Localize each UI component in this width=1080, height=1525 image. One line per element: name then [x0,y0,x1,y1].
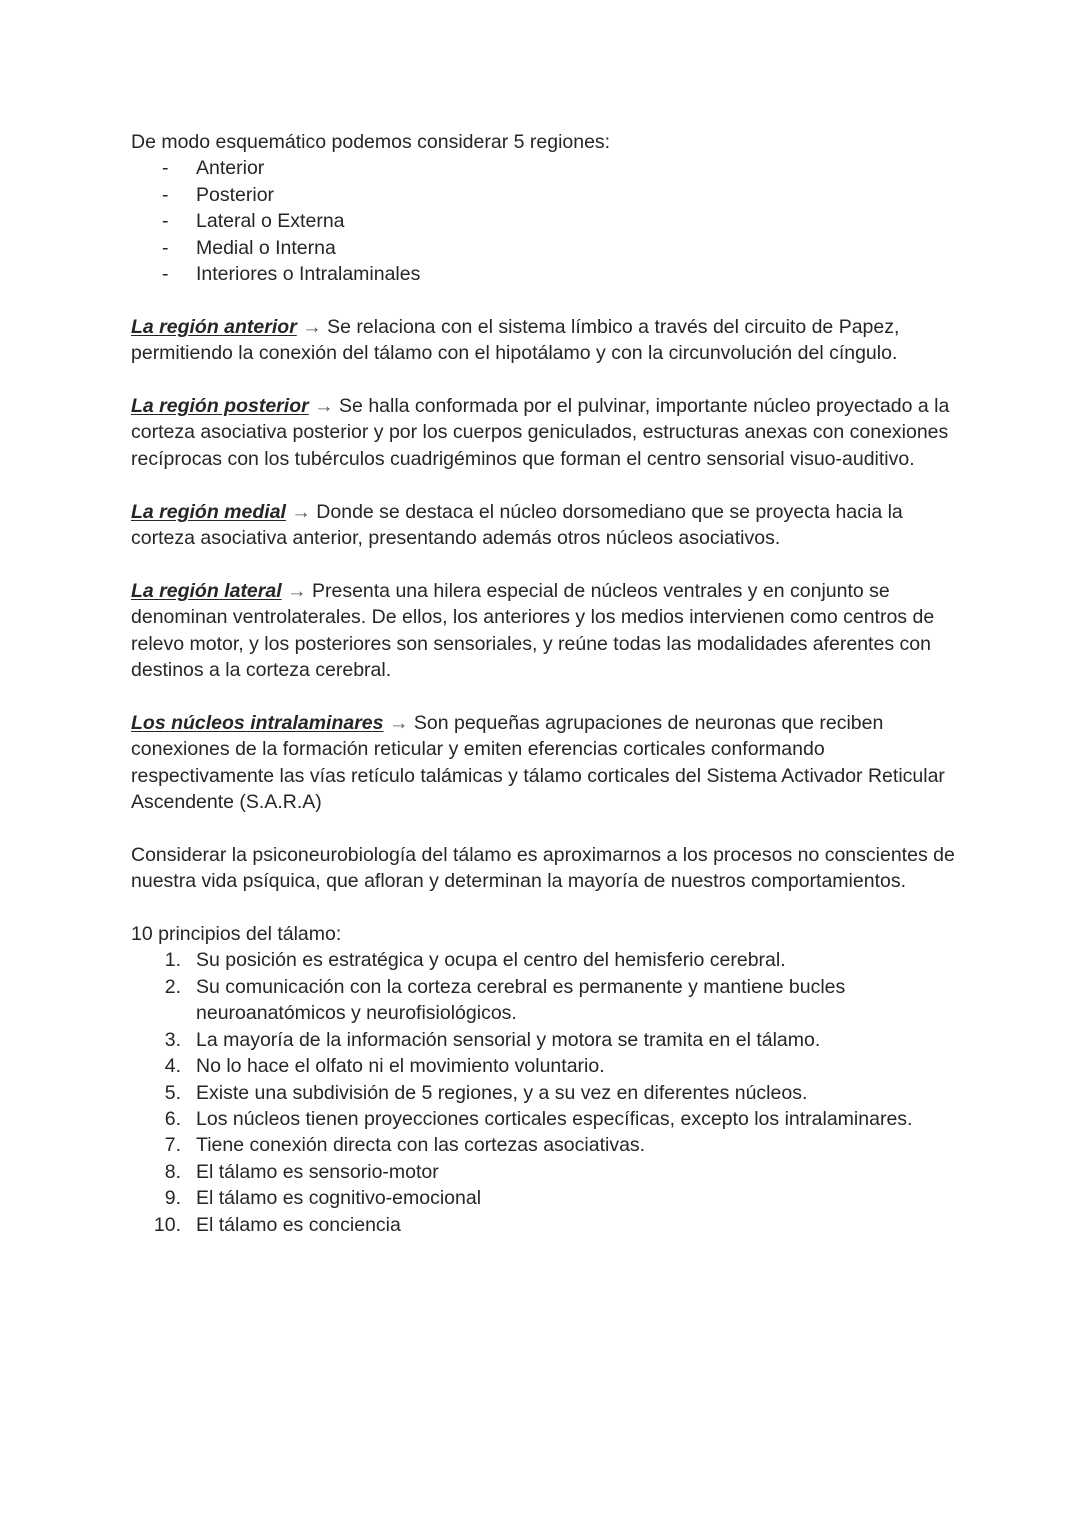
list-item-text: Posterior [196,183,275,206]
list-dash: - [162,157,169,180]
section-term: La región anterior [131,315,297,338]
section-anterior [131,314,961,367]
section-posterior [131,393,961,472]
list-item [131,947,961,973]
list-item-text: El tálamo es conciencia [196,1213,401,1236]
list-item [131,1027,961,1053]
intro-text: De modo esquemático podemos considerar 5 regiones: [131,131,611,153]
list-item-text: No lo hace el olfato ni el movimiento voluntario. [196,1055,605,1078]
section-lateral [131,578,961,684]
list-item [131,208,961,234]
list-dash: - [162,263,169,286]
list-number: 4. [164,1055,181,1078]
list-number: 6. [164,1107,181,1130]
list-item [131,1159,961,1185]
list-item-text: Existe una subdivisión de 5 regiones, y a su vez en diferentes núcleos. [196,1081,808,1104]
section-term: Los núcleos intralaminares [131,711,384,734]
arrow-icon: → [287,579,307,602]
principles-list [131,947,961,1237]
conclusion-text: Considerar la psiconeurobiología del tálamo es aproximarnos a los procesos no conscientes de nuestra vida psíquica, que afloran y determinan la mayoría de nuestros comportamientos. [131,843,955,893]
list-item [131,1212,961,1238]
list-item-text: El tálamo es sensorio-motor [196,1160,439,1183]
section-term: La región lateral [131,579,282,602]
principles-title: 10 principios del tálamo: [131,923,342,946]
list-item-text: Tiene conexión directa con las cortezas asociativas. [196,1134,646,1157]
list-item [131,235,961,261]
arrow-icon: → [314,395,334,418]
arrow-icon: → [388,711,409,734]
section-text: Son pequeñas agrupaciones de neuronas que reciben conexiones de la formación reticular y emiten eferencias corticales conformando respectivamente las vías retículo talámicas y tálamo corticales del Sistema Activador Reticular Ascendente (S.A.R.A) [131,711,945,814]
list-number: 8. [164,1160,181,1183]
section-text: Donde se destaca el núcleo dorsomediano que se proyecta hacia la corteza asociativa anterior, presentando además otros núcleos asociativos. [131,500,903,550]
list-item [131,974,961,1027]
section-term: La región medial [131,500,286,523]
list-item-text: Interiores o Intralaminales [196,263,421,286]
list-item-text: Anterior [196,157,265,180]
arrow-icon: → [291,500,311,523]
list-dash: - [162,236,169,259]
list-number: 2. [164,975,181,998]
list-item-text: Lateral o Externa [196,210,345,233]
section-text: Se relaciona con el sistema límbico a través del circuito de Papez, permitiendo la conexión del tálamo con el hipotálamo y con la circunvolución del cíngulo. [131,315,900,365]
list-number: 5. [164,1081,181,1104]
list-dash: - [162,183,169,206]
section-medial [131,499,961,552]
list-item-text: El tálamo es cognitivo-emocional [196,1187,482,1210]
section-text: Presenta una hilera especial de núcleos ventrales y en conjunto se denominan ventrolaterales. De ellos, los anteriores y los medios intervienen como centros de relevo motor, y los posteriores son sensoriales, y reúne todas las modalidades aferentes con destinos a la corteza cerebral. [131,579,935,682]
list-item [131,1185,961,1211]
section-term: La región posterior [131,395,309,418]
list-item [131,1053,961,1079]
section-text: Se halla conformada por el pulvinar, importante núcleo proyectado a la corteza asociativa posterior y por los cuerpos geniculados, estructuras anexas con conexiones recíprocas con los tubérculos cuadrigéminos que forman el centro sensorial visuo-auditivo. [131,395,950,470]
document-page [131,129,961,1238]
list-item-text: Su posición es estratégica y ocupa el centro del hemisferio cerebral. [196,949,786,972]
list-number: 3. [164,1028,181,1051]
list-item-text: Medial o Interna [196,236,336,259]
list-number: 7. [164,1134,181,1157]
list-item [131,155,961,181]
list-item-text: Su comunicación con la corteza cerebral es permanente y mantiene bucles neuroanatómicos y neurofisiológicos. [196,975,846,1025]
list-number: 9. [164,1187,181,1210]
section-intralaminares [131,710,961,816]
list-item-text: La mayoría de la información sensorial y motora se tramita en el tálamo. [196,1028,821,1051]
list-number: 10. [153,1213,181,1236]
list-number: 1. [164,949,181,972]
list-item [131,182,961,208]
list-item [131,261,961,287]
list-dash: - [162,210,169,233]
list-item [131,1106,961,1132]
list-item-text: Los núcleos tienen proyecciones corticales específicas, excepto los intralaminares. [196,1107,913,1130]
regions-list [131,155,961,287]
arrow-icon: → [302,315,322,338]
list-item [131,1132,961,1158]
list-item [131,1080,961,1106]
